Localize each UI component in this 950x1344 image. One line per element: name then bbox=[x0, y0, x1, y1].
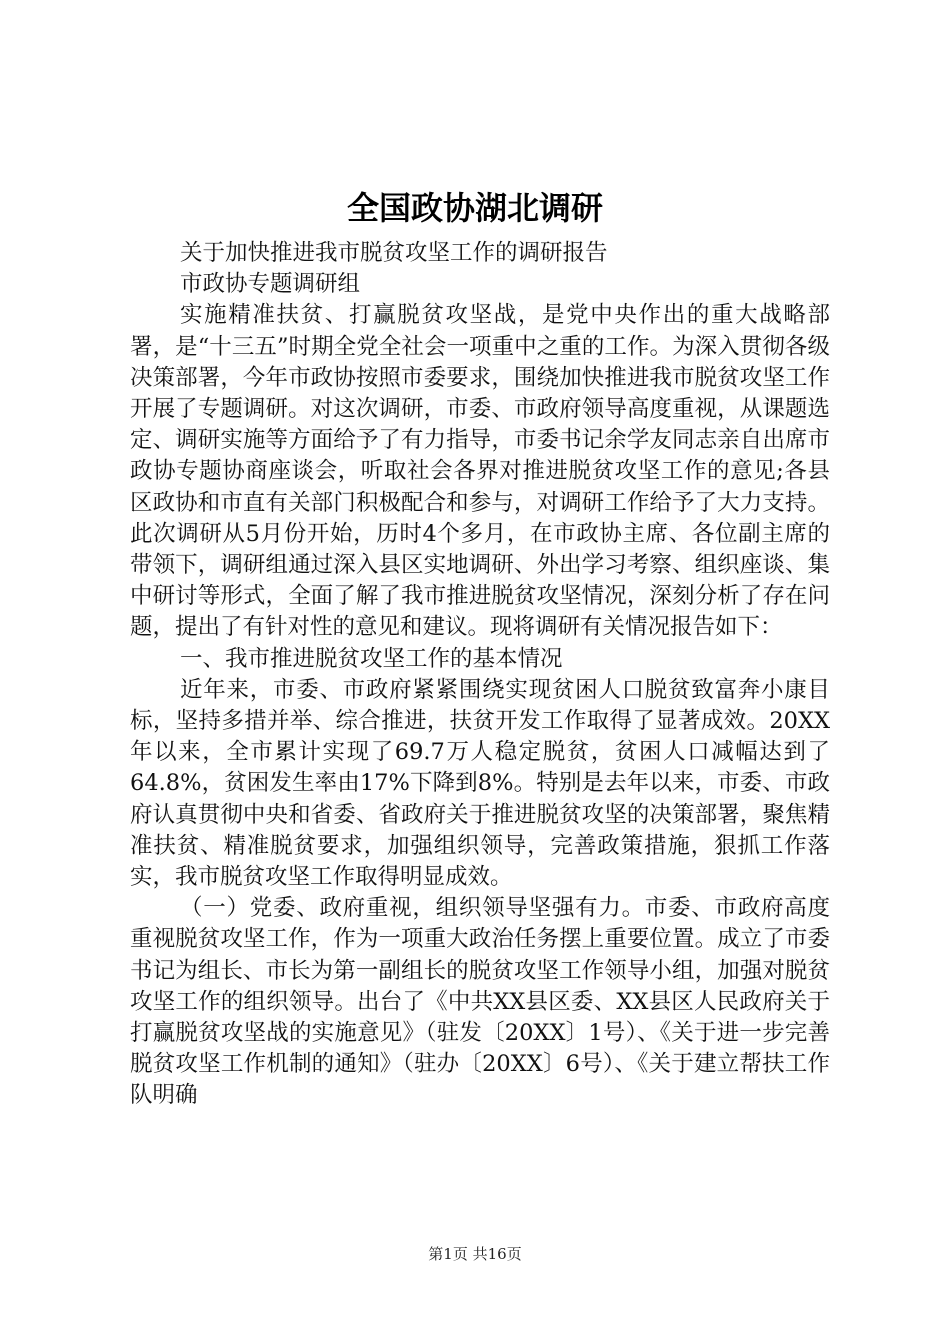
document-title: 全国政协湖北调研 bbox=[346, 189, 603, 227]
report-heading: 关于加快推进我市脱贫攻坚工作的调研报告 bbox=[180, 240, 608, 266]
body-paragraph: 近年来，市委、市政府紧紧围绕实现贫困人口脱贫致富奔小康目标，坚持多措并举、综合推进，扶贫开发工作取得了显著成效。20XX年以来，全市累计实现了69.7万人稳定脱贫，贫困人口减幅达到了64.8%，贫困发生率由17%下降到8%。特别是去年以来，市委、市政府认真贯彻中央和省委、省政府关于推进脱贫攻坚的决策部署，聚焦精准扶贫、精准脱贫要求，加强组织领导，完善政策措施，狠抓工作落实，我市脱贫攻坚工作取得明显成效。 bbox=[130, 676, 830, 891]
section-heading-1: 一、我市推进脱贫攻坚工作的基本情况 bbox=[180, 645, 563, 672]
page-number-footer: 第1页 共16页 bbox=[428, 1245, 522, 1263]
report-author: 市政协专题调研组 bbox=[180, 271, 361, 298]
document-body bbox=[130, 238, 830, 1112]
body-paragraph: （一）党委、政府重视，组织领导坚强有力。市委、市政府高度重视脱贫攻坚工作，作为一项重大政治任务摆上重要位置。成立了市委书记为组长、市长为第一副组长的脱贫攻坚工作领导小组，加强对脱贫攻坚工作的组织领导。出台了《中共XX县区委、XX县区人民政府关于打赢脱贫攻坚战的实施意见》（驻发〔20XX〕1号）、《关于进一步完善脱贫攻坚工作机制的通知》（驻办〔20XX〕6号）、《关于建立帮扶工作队明确 bbox=[130, 895, 830, 1109]
intro-paragraph: 实施精准扶贫、打赢脱贫攻坚战，是党中央作出的重大战略部署，是“十三五”时期全党全社会一项重中之重的工作。为深入贯彻各级决策部署，今年市政协按照市委要求，围绕加快推进我市脱贫攻坚工作开展了专题调研。对这次调研，市委、市政府领导高度重视，从课题选定、调研实施等方面给予了有力指导，市委书记余学友同志亲自出席市政协专题协商座谈会，听取社会各界对推进脱贫攻坚工作的意见;各县区政协和市直有关部门积极配合和参与，对调研工作给予了大力支持。此次调研从5月份开始，历时4个多月，在市政协主席、各位副主席的带领下，调研组通过深入县区实地调研、外出学习考察、组织座谈、集中研讨等形式，全面了解了我市推进脱贫攻坚情况，深刻分析了存在问题，提出了有针对性的意见和建议。现将调研有关情况报告如下： bbox=[130, 302, 830, 641]
